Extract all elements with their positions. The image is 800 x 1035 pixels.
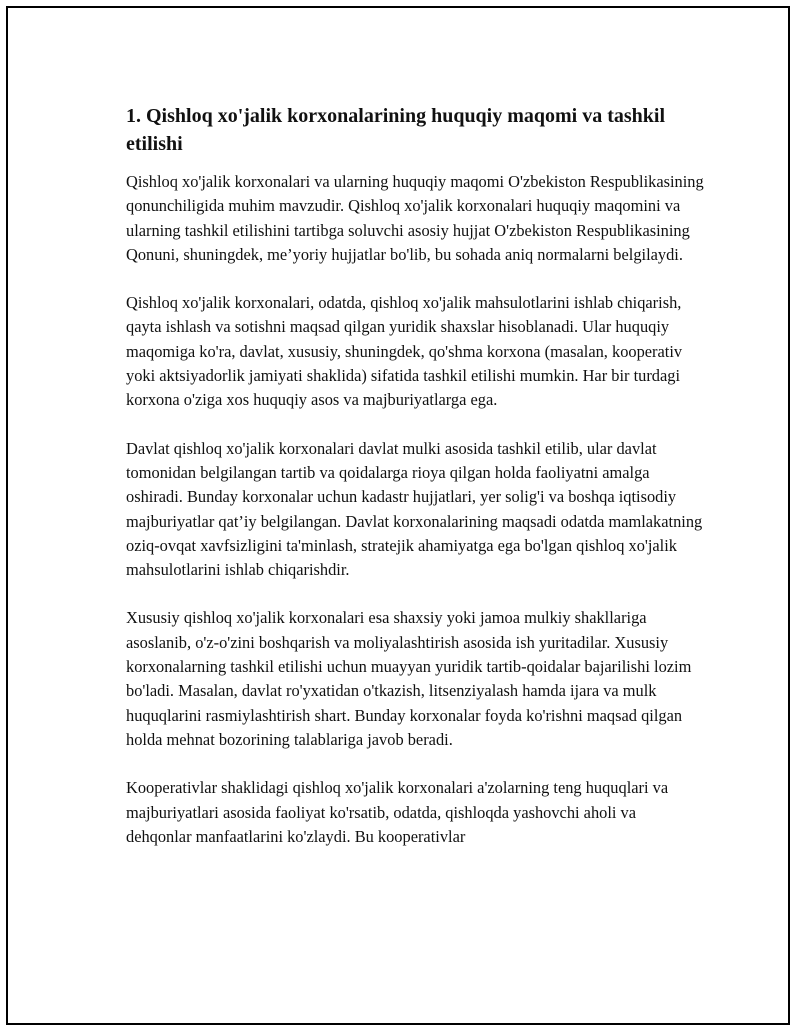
paragraph-2: Qishloq xo'jalik korxonalari, odatda, qishloq xo'jalik mahsulotlarini ishlab chiqarish, qayta ishlash va sotishni maqsad qilgan yuridik shaxslar hisoblanadi. Ular huquqiy maqomiga ko'ra, davlat, xususiy, shuningdek, qo'shma korxona (masalan, kooperativ yoki aktsiyadorlik jamiyati shaklida) sifatida tashkil etilishi mumkin. Har bir turdagi korxona o'ziga xos huquqiy asos va majburiyatlarga ega. — [126, 293, 683, 410]
paragraph-3: Davlat qishloq xo'jalik korxonalari davlat mulki asosida tashkil etilib, ular davlat tomonidan belgilangan tartib va qoidalarga rioya qilgan holda faoliyatni amalga oshiradi. Bunday korxonalar uchun kadastr hujjatlari, yer solig'i va boshqa iqtisodiy majburiyatlar qat’iy belgilangan. Davlat korxonalarining maqsadi odatda mamlakatning oziq-ovqat xavfsizligini ta'minlash, stratejik ahamiyatga ega bo'lgan qishloq xo'jalik mahsulotlarini ishlab chiqarishdir. — [126, 438, 703, 580]
paragraph-5: Kooperativlar shaklidagi qishloq xo'jalik korxonalari a'zolarning teng huquqlari va majburiyatlari asosida faoliyat ko'rsatib, odatda, qishloqda yashovchi aholi va dehqonlar manfaatlarini ko'zlaydi. Bu kooperativlar — [126, 778, 669, 846]
document-page — [6, 6, 790, 1025]
paragraph-1: Qishloq xo'jalik korxonalari va ularning huquqiy maqomi O'zbekiston Respublikasining qonunchiligida muhim mavzudir. Qishloq xo'jalik korxonalari huquqiy maqomini va ularning tashkil etilishini tartibga soluvchi asosiy hujjat O'zbekiston Respublikasining Qonuni, shuningdek, me’yoriy hujjatlar bo'lib, bu sohada aniq normalarni belgilaydi. — [126, 172, 704, 264]
paragraph-4: Xususiy qishloq xo'jalik korxonalari esa shaxsiy yoki jamoa mulkiy shakllariga asoslanib, o'z-o'zini boshqarish va moliyalashtirish asosida ish yuritadilar. Xususiy korxonalarning tashkil etilishi uchun muayyan yuridik tartib-qoidalar bajarilishi lozim bo'ladi. Masalan, davlat ro'yxatidan o'tkazish, litsenziyalash hamda ijara va mulk huquqlarini rasmiylashtirish shart. Bunday korxonalar foyda ko'rishni maqsad qilgan holda mehnat bozorining talablariga javob beradi. — [126, 608, 692, 749]
section-heading: 1. Qishloq xo'jalik korxonalarining huquqiy maqomi va tashkil etilishi — [126, 105, 666, 155]
document-body — [126, 102, 704, 873]
